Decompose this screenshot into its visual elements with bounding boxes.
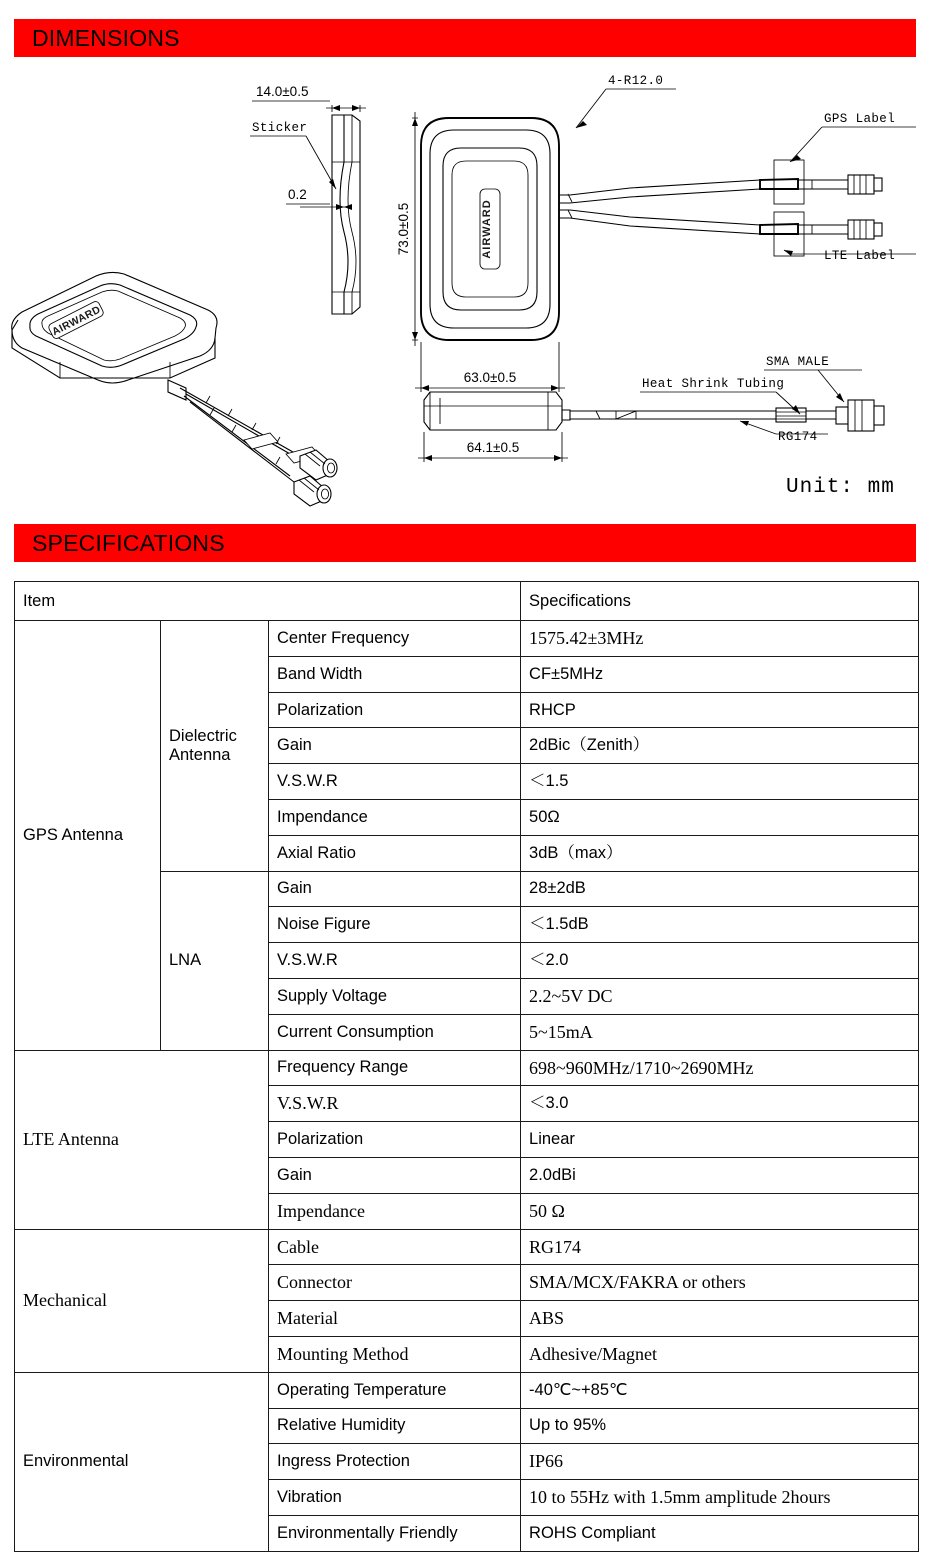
dimensions-section-banner bbox=[14, 19, 916, 57]
param-name: Mounting Method bbox=[269, 1336, 521, 1372]
param-value: CF±5MHz bbox=[521, 656, 919, 692]
subgroup-label-lna: LNA bbox=[161, 871, 269, 1050]
param-value: RG174 bbox=[521, 1229, 919, 1265]
param-name: Gain bbox=[269, 728, 521, 764]
param-name: Polarization bbox=[269, 1122, 521, 1158]
front-view bbox=[396, 74, 916, 392]
param-name: Material bbox=[269, 1301, 521, 1337]
param-value: IP66 bbox=[521, 1444, 919, 1480]
table-row bbox=[15, 1372, 919, 1408]
param-name: V.S.W.R bbox=[269, 943, 521, 979]
param-name: Polarization bbox=[269, 692, 521, 728]
specifications-section-banner bbox=[14, 524, 916, 562]
group-label-gps-antenna: GPS Antenna bbox=[15, 621, 161, 1051]
sma-male-annotation: SMA MALE bbox=[766, 355, 830, 369]
table-row bbox=[15, 621, 919, 657]
param-value: 2.0dBi bbox=[521, 1157, 919, 1193]
unit-note: Unit: mm bbox=[786, 476, 895, 499]
dimensions-drawing bbox=[0, 62, 930, 512]
table-row bbox=[15, 1050, 919, 1086]
column-header-specifications: Specifications bbox=[521, 582, 919, 621]
param-value: 2.2~5V DC bbox=[521, 978, 919, 1014]
group-label-mechanical: Mechanical bbox=[15, 1229, 269, 1372]
param-name: V.S.W.R bbox=[269, 1086, 521, 1122]
param-name: Cable bbox=[269, 1229, 521, 1265]
param-value: Linear bbox=[521, 1122, 919, 1158]
param-value: Up to 95% bbox=[521, 1408, 919, 1444]
param-name: Impendance bbox=[269, 799, 521, 835]
param-value: 50 Ω bbox=[521, 1193, 919, 1229]
param-name: Operating Temperature bbox=[269, 1372, 521, 1408]
group-label-environmental: Environmental bbox=[15, 1372, 269, 1551]
param-value: 5~15mA bbox=[521, 1014, 919, 1050]
param-name: V.S.W.R bbox=[269, 764, 521, 800]
sticker-annotation-label: Sticker bbox=[252, 121, 308, 135]
gps-cable-label-flag bbox=[774, 160, 804, 204]
table-header-row bbox=[15, 582, 919, 621]
specifications-table bbox=[14, 581, 919, 1552]
param-name: Gain bbox=[269, 1157, 521, 1193]
thickness-dimension-label: 14.0±0.5 bbox=[256, 84, 309, 99]
cable-type-annotation: RG174 bbox=[778, 430, 818, 444]
width-dimension-label: 63.0±0.5 bbox=[463, 370, 517, 385]
param-value: 2dBic（Zenith） bbox=[521, 728, 919, 764]
param-value: Adhesive/Magnet bbox=[521, 1336, 919, 1372]
specifications-section-title: SPECIFICATIONS bbox=[32, 529, 225, 556]
param-value: ROHS Compliant bbox=[521, 1515, 919, 1551]
param-name: Supply Voltage bbox=[269, 978, 521, 1014]
param-name: Connector bbox=[269, 1265, 521, 1301]
depth-dimension-label: 64.1±0.5 bbox=[466, 440, 520, 455]
param-value: ＜3.0 bbox=[521, 1086, 919, 1122]
subgroup-label-dielectric-antenna bbox=[161, 621, 269, 872]
isometric-antenna-view bbox=[12, 272, 337, 506]
param-name: Impendance bbox=[269, 1193, 521, 1229]
param-value: ＜2.0 bbox=[521, 943, 919, 979]
heat-shrink-annotation: Heat Shrink Tubing bbox=[642, 377, 785, 391]
param-value: 50Ω bbox=[521, 799, 919, 835]
param-value: 3dB（max） bbox=[521, 835, 919, 871]
param-name: Center Frequency bbox=[269, 621, 521, 657]
param-value: ABS bbox=[521, 1301, 919, 1337]
param-value: ＜1.5dB bbox=[521, 907, 919, 943]
subgroup-label-line2: Antenna bbox=[169, 745, 231, 764]
param-name: Gain bbox=[269, 871, 521, 907]
param-value: -40℃~+85℃ bbox=[521, 1372, 919, 1408]
param-value: SMA/MCX/FAKRA or others bbox=[521, 1265, 919, 1301]
param-value: 28±2dB bbox=[521, 871, 919, 907]
lte-label-annotation: LTE Label bbox=[824, 249, 896, 263]
param-name: Vibration bbox=[269, 1480, 521, 1516]
front-brand-label: AIRWARD bbox=[481, 199, 493, 259]
param-name: Frequency Range bbox=[269, 1050, 521, 1086]
param-name: Current Consumption bbox=[269, 1014, 521, 1050]
column-header-item: Item bbox=[15, 582, 521, 621]
param-name: Band Width bbox=[269, 656, 521, 692]
param-value: RHCP bbox=[521, 692, 919, 728]
param-name: Environmentally Friendly bbox=[269, 1515, 521, 1551]
param-name: Relative Humidity bbox=[269, 1408, 521, 1444]
table-row bbox=[15, 1229, 919, 1265]
param-value: 1575.42±3MHz bbox=[521, 621, 919, 657]
param-name: Ingress Protection bbox=[269, 1444, 521, 1480]
iso-brand-label: AIRWARD bbox=[50, 303, 103, 339]
param-value: 698~960MHz/1710~2690MHz bbox=[521, 1050, 919, 1086]
side-edge-view bbox=[250, 84, 366, 314]
param-value: ＜1.5 bbox=[521, 764, 919, 800]
sticker-thickness-label: 0.2 bbox=[288, 187, 307, 202]
subgroup-label-line1: Dielectric bbox=[169, 726, 237, 745]
param-value: 10 to 55Hz with 1.5mm amplitude 2hours bbox=[521, 1480, 919, 1516]
corner-radius-label: 4-R12.0 bbox=[608, 74, 664, 88]
group-label-lte-antenna: LTE Antenna bbox=[15, 1050, 269, 1229]
gps-label-annotation: GPS Label bbox=[824, 112, 896, 126]
param-name: Axial Ratio bbox=[269, 835, 521, 871]
dimensions-section-title: DIMENSIONS bbox=[32, 24, 180, 51]
param-name: Noise Figure bbox=[269, 907, 521, 943]
height-dimension-label: 73.0±0.5 bbox=[396, 202, 411, 256]
